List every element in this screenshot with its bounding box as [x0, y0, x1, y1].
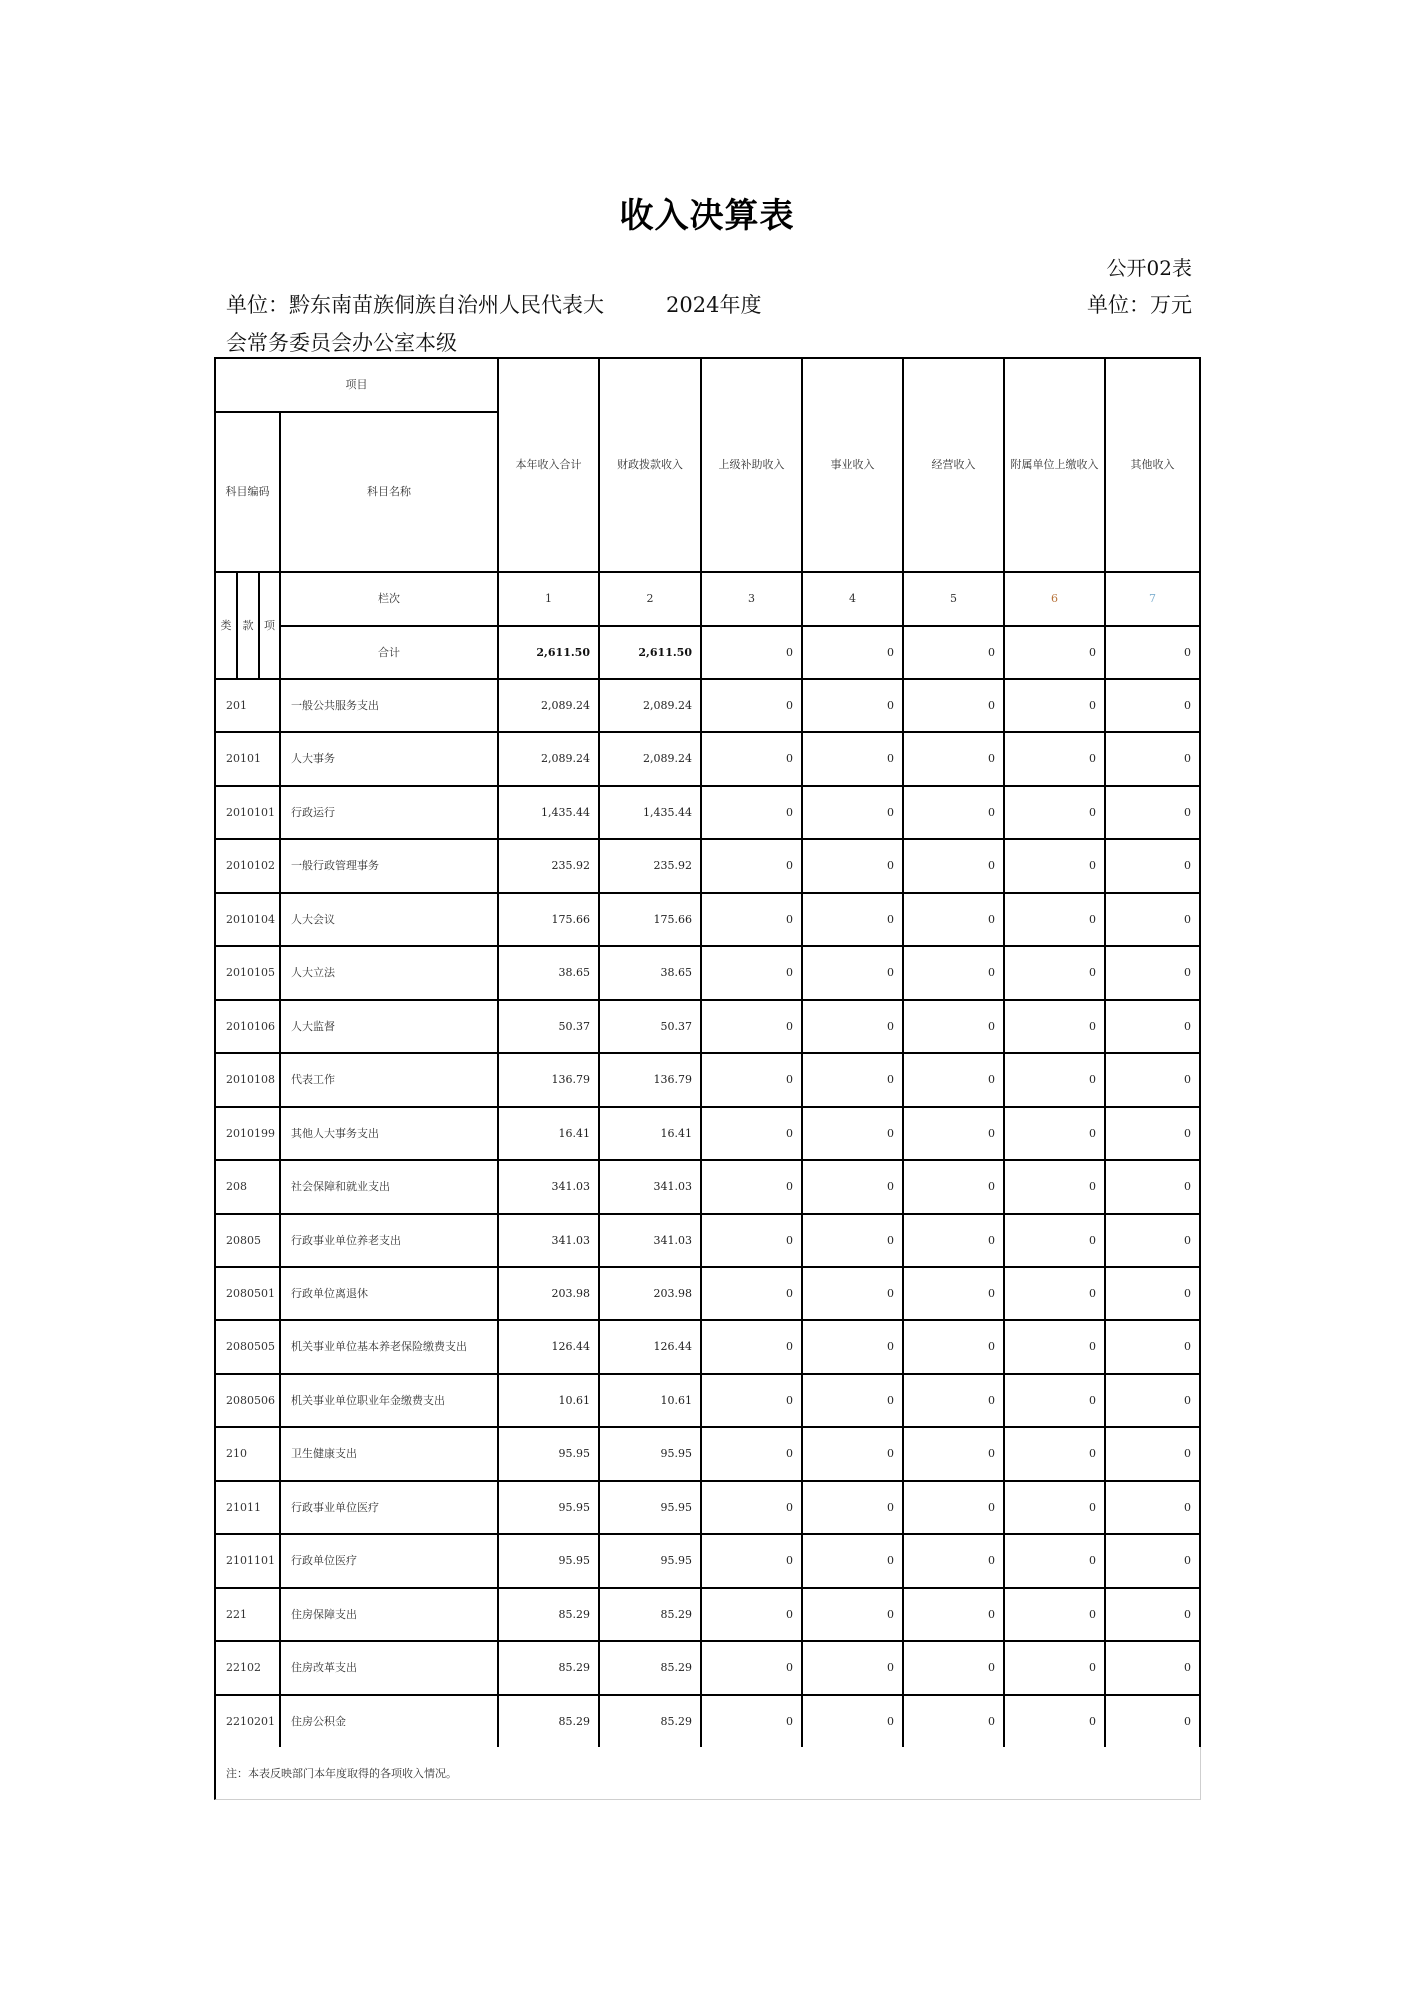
table-row-value-6: 0: [1003, 785, 1106, 840]
table-row-name: 住房保障支出: [279, 1587, 499, 1642]
column-index-1: 1: [497, 571, 600, 627]
table-row-value-2: 16.41: [598, 1106, 702, 1161]
table-row-value-3: 0: [700, 1587, 803, 1642]
table-row-value-4: 0: [801, 1640, 904, 1696]
table-row-value-4: 0: [801, 1319, 904, 1375]
table-row-value-3: 0: [700, 1266, 803, 1321]
table-row-value-5: 0: [902, 1213, 1005, 1268]
table-row-value-1: 341.03: [497, 1159, 600, 1215]
table-row-code: 2010108: [214, 1052, 281, 1108]
header-subject-code: 科目编码: [214, 411, 281, 573]
table-row-value-6: 0: [1003, 945, 1106, 1001]
table-row-value-3: 0: [700, 1533, 803, 1589]
table-row-name: 代表工作: [279, 1052, 499, 1108]
table-row-value-5: 0: [902, 1587, 1005, 1642]
table-row-value-7: 0: [1104, 999, 1201, 1054]
table-row-value-2: 95.95: [598, 1533, 702, 1589]
header-kuan: 款: [236, 571, 260, 680]
table-row-value-2: 203.98: [598, 1266, 702, 1321]
table-row-value-4: 0: [801, 892, 904, 947]
table-row-value-1: 95.95: [497, 1533, 600, 1589]
table-row-value-1: 50.37: [497, 999, 600, 1054]
reporting-unit: 单位：黔东南苗族侗族自治州人民代表大会常务委员会办公室本级: [226, 293, 604, 355]
table-row-value-6: 0: [1003, 1587, 1106, 1642]
header-lei: 类: [214, 571, 238, 680]
table-row-value-6: 0: [1003, 1159, 1106, 1215]
table-row-value-3: 0: [700, 1052, 803, 1108]
table-row-code: 20805: [214, 1213, 281, 1268]
header-project: 项目: [214, 357, 499, 413]
table-row-value-5: 0: [902, 1640, 1005, 1696]
table-row-value-7: 0: [1104, 785, 1201, 840]
table-row-value-4: 0: [801, 1159, 904, 1215]
table-row-value-3: 0: [700, 892, 803, 947]
table-row-value-5: 0: [902, 1266, 1005, 1321]
table-row-name: 行政运行: [279, 785, 499, 840]
table-row-code: 21011: [214, 1480, 281, 1535]
header-xiang: 项: [258, 571, 281, 680]
table-row-value-7: 0: [1104, 1640, 1201, 1696]
table-row-value-6: 0: [1003, 838, 1106, 894]
table-row-value-5: 0: [902, 1694, 1005, 1749]
table-row-name: 机关事业单位基本养老保险缴费支出: [279, 1319, 499, 1375]
table-row-value-2: 10.61: [598, 1373, 702, 1428]
table-row-value-6: 0: [1003, 678, 1106, 733]
table-row-value-4: 0: [801, 1052, 904, 1108]
page-title: 收入决算表: [619, 196, 795, 236]
table-row-value-7: 0: [1104, 892, 1201, 947]
table-row-value-5: 0: [902, 1106, 1005, 1161]
table-row-value-1: 85.29: [497, 1640, 600, 1696]
table-row-value-1: 235.92: [497, 838, 600, 894]
table-row-code: 2010104: [214, 892, 281, 947]
table-row-value-5: 0: [902, 1052, 1005, 1108]
table-row-value-2: 235.92: [598, 838, 702, 894]
table-row-value-4: 0: [801, 1106, 904, 1161]
table-row-value-5: 0: [902, 1533, 1005, 1589]
table-row-value-7: 0: [1104, 838, 1201, 894]
table-row-name: 社会保障和就业支出: [279, 1159, 499, 1215]
table-row-value-1: 16.41: [497, 1106, 600, 1161]
table-row-code: 221: [214, 1587, 281, 1642]
table-row-value-2: 126.44: [598, 1319, 702, 1375]
table-row-value-7: 0: [1104, 1480, 1201, 1535]
header-column-3: 上级补助收入: [700, 357, 803, 573]
column-index-4: 4: [801, 571, 904, 627]
column-index-2: 2: [598, 571, 702, 627]
table-row-value-3: 0: [700, 1694, 803, 1749]
header-column-7: 其他收入: [1104, 357, 1201, 573]
table-row-value-5: 0: [902, 838, 1005, 894]
table-row-code: 2010105: [214, 945, 281, 1001]
total-value-2: 2,611.50: [598, 625, 702, 680]
table-row-value-2: 2,089.24: [598, 731, 702, 787]
table-row-name: 住房改革支出: [279, 1640, 499, 1696]
table-row-code: 2080506: [214, 1373, 281, 1428]
table-row-value-6: 0: [1003, 1266, 1106, 1321]
table-row-value-5: 0: [902, 785, 1005, 840]
table-row-value-5: 0: [902, 678, 1005, 733]
table-row-value-5: 0: [902, 731, 1005, 787]
table-row-value-1: 136.79: [497, 1052, 600, 1108]
table-row-value-1: 126.44: [497, 1319, 600, 1375]
table-row-value-7: 0: [1104, 678, 1201, 733]
table-row-code: 2101101: [214, 1533, 281, 1589]
table-row-value-5: 0: [902, 1426, 1005, 1482]
table-row-name: 人大会议: [279, 892, 499, 947]
table-row-value-5: 0: [902, 1159, 1005, 1215]
table-row-value-6: 0: [1003, 1480, 1106, 1535]
table-row-value-4: 0: [801, 999, 904, 1054]
header-column-6: 附属单位上缴收入: [1003, 357, 1106, 573]
table-row-value-3: 0: [700, 1159, 803, 1215]
table-row-value-4: 0: [801, 1426, 904, 1482]
table-row-value-1: 175.66: [497, 892, 600, 947]
header-column-5: 经营收入: [902, 357, 1005, 573]
table-row-value-7: 0: [1104, 1159, 1201, 1215]
table-row-value-6: 0: [1003, 1426, 1106, 1482]
table-row-value-5: 0: [902, 1319, 1005, 1375]
table-row-value-6: 0: [1003, 1213, 1106, 1268]
table-row-name: 机关事业单位职业年金缴费支出: [279, 1373, 499, 1428]
table-row-value-3: 0: [700, 945, 803, 1001]
table-row-value-4: 0: [801, 1587, 904, 1642]
table-row-name: 行政事业单位医疗: [279, 1480, 499, 1535]
table-row-value-2: 136.79: [598, 1052, 702, 1108]
table-row-code: 2010106: [214, 999, 281, 1054]
table-row-value-6: 0: [1003, 892, 1106, 947]
table-row-value-7: 0: [1104, 1694, 1201, 1749]
table-row-code: 2010199: [214, 1106, 281, 1161]
fiscal-year: 2024年度: [666, 293, 762, 317]
table-footnote: 注：本表反映部门本年度取得的各项收入情况。: [214, 1747, 1201, 1800]
table-row-value-2: 2,089.24: [598, 678, 702, 733]
total-value-5: 0: [902, 625, 1005, 680]
column-index-7: 7: [1104, 571, 1201, 627]
table-row-value-7: 0: [1104, 1213, 1201, 1268]
table-row-value-6: 0: [1003, 1373, 1106, 1428]
total-value-1: 2,611.50: [497, 625, 600, 680]
table-row-value-3: 0: [700, 838, 803, 894]
table-row-value-2: 95.95: [598, 1426, 702, 1482]
table-row-code: 208: [214, 1159, 281, 1215]
table-row-value-2: 85.29: [598, 1587, 702, 1642]
table-row-value-2: 1,435.44: [598, 785, 702, 840]
table-row-code: 2210201: [214, 1694, 281, 1749]
table-row-value-4: 0: [801, 838, 904, 894]
table-row-value-7: 0: [1104, 1373, 1201, 1428]
table-row-name: 卫生健康支出: [279, 1426, 499, 1482]
table-row-value-4: 0: [801, 1373, 904, 1428]
table-row-value-6: 0: [1003, 1640, 1106, 1696]
form-number: 公开02表: [1106, 256, 1192, 280]
table-row-value-3: 0: [700, 731, 803, 787]
table-row-value-1: 85.29: [497, 1587, 600, 1642]
table-row-value-7: 0: [1104, 945, 1201, 1001]
total-value-3: 0: [700, 625, 803, 680]
table-row-value-7: 0: [1104, 1319, 1201, 1375]
table-row-name: 一般公共服务支出: [279, 678, 499, 733]
table-row-value-6: 0: [1003, 1694, 1106, 1749]
table-row-value-3: 0: [700, 1426, 803, 1482]
table-row-value-2: 38.65: [598, 945, 702, 1001]
table-row-value-4: 0: [801, 1533, 904, 1589]
table-row-name: 其他人大事务支出: [279, 1106, 499, 1161]
table-row-value-1: 2,089.24: [497, 678, 600, 733]
table-row-value-5: 0: [902, 999, 1005, 1054]
table-row-value-4: 0: [801, 1694, 904, 1749]
table-row-value-2: 85.29: [598, 1694, 702, 1749]
column-index-5: 5: [902, 571, 1005, 627]
table-row-code: 210: [214, 1426, 281, 1482]
table-row-value-3: 0: [700, 1106, 803, 1161]
table-row-code: 20101: [214, 731, 281, 787]
table-row-value-6: 0: [1003, 1106, 1106, 1161]
table-row-value-1: 1,435.44: [497, 785, 600, 840]
table-row-value-6: 0: [1003, 999, 1106, 1054]
row-index-label: 栏次: [279, 571, 499, 627]
table-row-value-2: 341.03: [598, 1159, 702, 1215]
total-value-6: 0: [1003, 625, 1106, 680]
total-value-7: 0: [1104, 625, 1201, 680]
table-row-code: 201: [214, 678, 281, 733]
table-row-value-4: 0: [801, 678, 904, 733]
table-row-value-1: 203.98: [497, 1266, 600, 1321]
table-row-value-1: 341.03: [497, 1213, 600, 1268]
table-row-value-3: 0: [700, 1640, 803, 1696]
table-row-value-1: 2,089.24: [497, 731, 600, 787]
table-row-value-2: 85.29: [598, 1640, 702, 1696]
table-row-name: 行政事业单位养老支出: [279, 1213, 499, 1268]
table-row-value-6: 0: [1003, 1319, 1106, 1375]
table-row-value-4: 0: [801, 1213, 904, 1268]
table-row-value-3: 0: [700, 678, 803, 733]
currency-unit: 单位：万元: [1087, 293, 1192, 317]
table-row-value-5: 0: [902, 892, 1005, 947]
table-row-value-1: 95.95: [497, 1426, 600, 1482]
table-row-code: 22102: [214, 1640, 281, 1696]
table-row-value-7: 0: [1104, 1266, 1201, 1321]
table-row-name: 一般行政管理事务: [279, 838, 499, 894]
table-row-value-7: 0: [1104, 1106, 1201, 1161]
table-row-value-3: 0: [700, 1319, 803, 1375]
table-row-value-5: 0: [902, 1373, 1005, 1428]
table-row-value-3: 0: [700, 1480, 803, 1535]
table-row-code: 2010102: [214, 838, 281, 894]
table-row-code: 2080501: [214, 1266, 281, 1321]
table-row-code: 2010101: [214, 785, 281, 840]
table-row-name: 行政单位离退休: [279, 1266, 499, 1321]
table-row-value-3: 0: [700, 785, 803, 840]
table-row-value-6: 0: [1003, 1052, 1106, 1108]
table-row-value-7: 0: [1104, 1426, 1201, 1482]
table-row-name: 行政单位医疗: [279, 1533, 499, 1589]
total-label: 合计: [279, 625, 499, 680]
table-row-value-4: 0: [801, 731, 904, 787]
table-row-name: 人大立法: [279, 945, 499, 1001]
header-column-2: 财政拨款收入: [598, 357, 702, 573]
table-row-value-4: 0: [801, 945, 904, 1001]
table-row-value-7: 0: [1104, 1052, 1201, 1108]
column-index-6: 6: [1003, 571, 1106, 627]
table-row-value-2: 95.95: [598, 1480, 702, 1535]
table-row-value-1: 95.95: [497, 1480, 600, 1535]
table-row-value-7: 0: [1104, 731, 1201, 787]
table-row-value-6: 0: [1003, 1533, 1106, 1589]
table-row-value-7: 0: [1104, 1533, 1201, 1589]
table-row-value-1: 85.29: [497, 1694, 600, 1749]
table-row-value-4: 0: [801, 1266, 904, 1321]
table-row-name: 人大事务: [279, 731, 499, 787]
table-row-name: 住房公积金: [279, 1694, 499, 1749]
table-row-value-1: 10.61: [497, 1373, 600, 1428]
table-row-name: 人大监督: [279, 999, 499, 1054]
table-row-value-2: 341.03: [598, 1213, 702, 1268]
table-row-value-2: 175.66: [598, 892, 702, 947]
table-row-value-4: 0: [801, 1480, 904, 1535]
table-row-value-1: 38.65: [497, 945, 600, 1001]
table-row-value-3: 0: [700, 1213, 803, 1268]
header-subject-name: 科目名称: [279, 411, 499, 573]
header-column-4: 事业收入: [801, 357, 904, 573]
column-index-3: 3: [700, 571, 803, 627]
header-column-1: 本年收入合计: [497, 357, 600, 573]
table-row-value-5: 0: [902, 1480, 1005, 1535]
table-row-value-2: 50.37: [598, 999, 702, 1054]
table-row-value-6: 0: [1003, 731, 1106, 787]
table-row-value-5: 0: [902, 945, 1005, 1001]
table-row-value-3: 0: [700, 999, 803, 1054]
table-row-value-3: 0: [700, 1373, 803, 1428]
table-row-code: 2080505: [214, 1319, 281, 1375]
total-value-4: 0: [801, 625, 904, 680]
table-row-value-7: 0: [1104, 1587, 1201, 1642]
table-row-value-4: 0: [801, 785, 904, 840]
